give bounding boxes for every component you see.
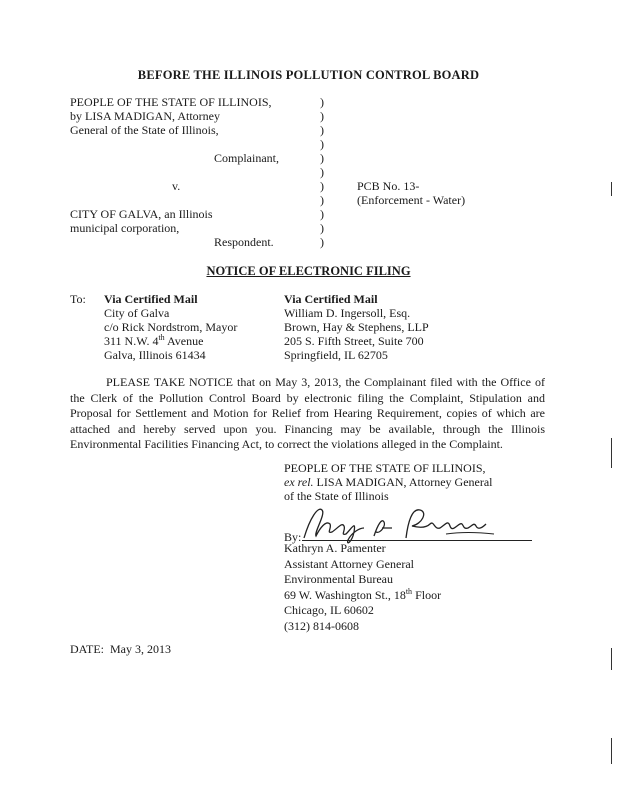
plaintiff-line: PEOPLE OF THE STATE OF ILLINOIS, (70, 95, 272, 109)
versus-label: v. (172, 179, 181, 193)
address-line: c/o Rick Nordstrom, Mayor (104, 320, 238, 334)
address-line: Galva, Illinois 61434 (104, 348, 206, 362)
paren: ) (320, 193, 324, 207)
delivery-method: Via Certified Mail (284, 292, 378, 306)
notice-body (70, 375, 545, 453)
plaintiff-line: General of the State of Illinois, (70, 123, 219, 137)
plaintiff-line: by LISA MADIGAN, Attorney (70, 109, 220, 123)
party-line: of the State of Illinois (284, 489, 389, 503)
signer-phone: (312) 814-0608 (284, 618, 359, 633)
paren: ) (320, 235, 324, 249)
scan-edge-mark (611, 438, 612, 468)
to-label: To: (70, 292, 86, 306)
paren: ) (320, 109, 324, 123)
respondent-label: Respondent. (214, 235, 274, 249)
case-number-block (357, 179, 465, 207)
signer-title: Assistant Attorney General (284, 556, 414, 571)
paren: ) (320, 137, 324, 151)
signer-city: Chicago, IL 60602 (284, 603, 374, 617)
scan-edge-mark (611, 738, 612, 764)
signer-name: Kathryn A. Pamenter (284, 541, 386, 555)
complainant-label: Complainant, (214, 151, 279, 165)
address-line: Brown, Hay & Stephens, LLP (284, 320, 429, 334)
paren: ) (320, 95, 324, 109)
party-line: PEOPLE OF THE STATE OF ILLINOIS, (284, 461, 486, 475)
recipient-address-1 (104, 292, 237, 362)
by-label: By: (284, 530, 302, 544)
delivery-method: Via Certified Mail (104, 292, 198, 306)
date-line: DATE: May 3, 2013 (70, 642, 171, 656)
paren: ) (320, 165, 324, 179)
paren: ) (320, 207, 324, 221)
scan-edge-mark (611, 648, 612, 670)
case-number: PCB No. 13- (357, 179, 420, 193)
signer-address: 69 W. Washington St., 18th Floor (284, 586, 442, 602)
signature-party (284, 461, 493, 503)
document-heading: BEFORE THE ILLINOIS POLLUTION CONTROL BOARD (137, 68, 480, 82)
paren: ) (320, 151, 324, 165)
party-line: ex rel. LISA MADIGAN, Attorney General (284, 475, 493, 489)
address-line: William D. Ingersoll, Esq. (284, 306, 411, 320)
paren: ) (320, 221, 324, 235)
caption-parentheses (320, 95, 324, 249)
address-line: City of Galva (104, 306, 170, 320)
signer-contact (284, 541, 441, 634)
paren: ) (320, 179, 324, 193)
defendant-line: CITY OF GALVA, an Illinois (70, 207, 213, 221)
address-line: Springfield, IL 62705 (284, 348, 388, 362)
notice-title: NOTICE OF ELECTRONIC FILING (206, 264, 411, 278)
address-line: 205 S. Fifth Street, Suite 700 (284, 334, 424, 348)
notice-paragraph: PLEASE TAKE NOTICE that on May 3, 2013, the Complainant filed with the Office of the Clerk of the Pollution Control Board by electronic filing the Complaint, Stipulation and Proposal for Settlement and Motion for Relief from Hearing Requirement, copies of which are attached and hereby served upon you. Financing may be available, through the Illinois Environmental Facilities Financing Act, to correct the violations alleged in the Complaint. (70, 375, 545, 451)
paren: ) (320, 123, 324, 137)
case-type: (Enforcement - Water) (357, 193, 466, 207)
signer-bureau: Environmental Bureau (284, 572, 393, 586)
case-caption-parties (70, 95, 279, 249)
scan-edge-mark (611, 182, 612, 196)
address-line: 311 N.W. 4th Avenue (104, 333, 204, 348)
defendant-line: municipal corporation, (70, 221, 180, 235)
recipient-address-2 (284, 292, 429, 362)
